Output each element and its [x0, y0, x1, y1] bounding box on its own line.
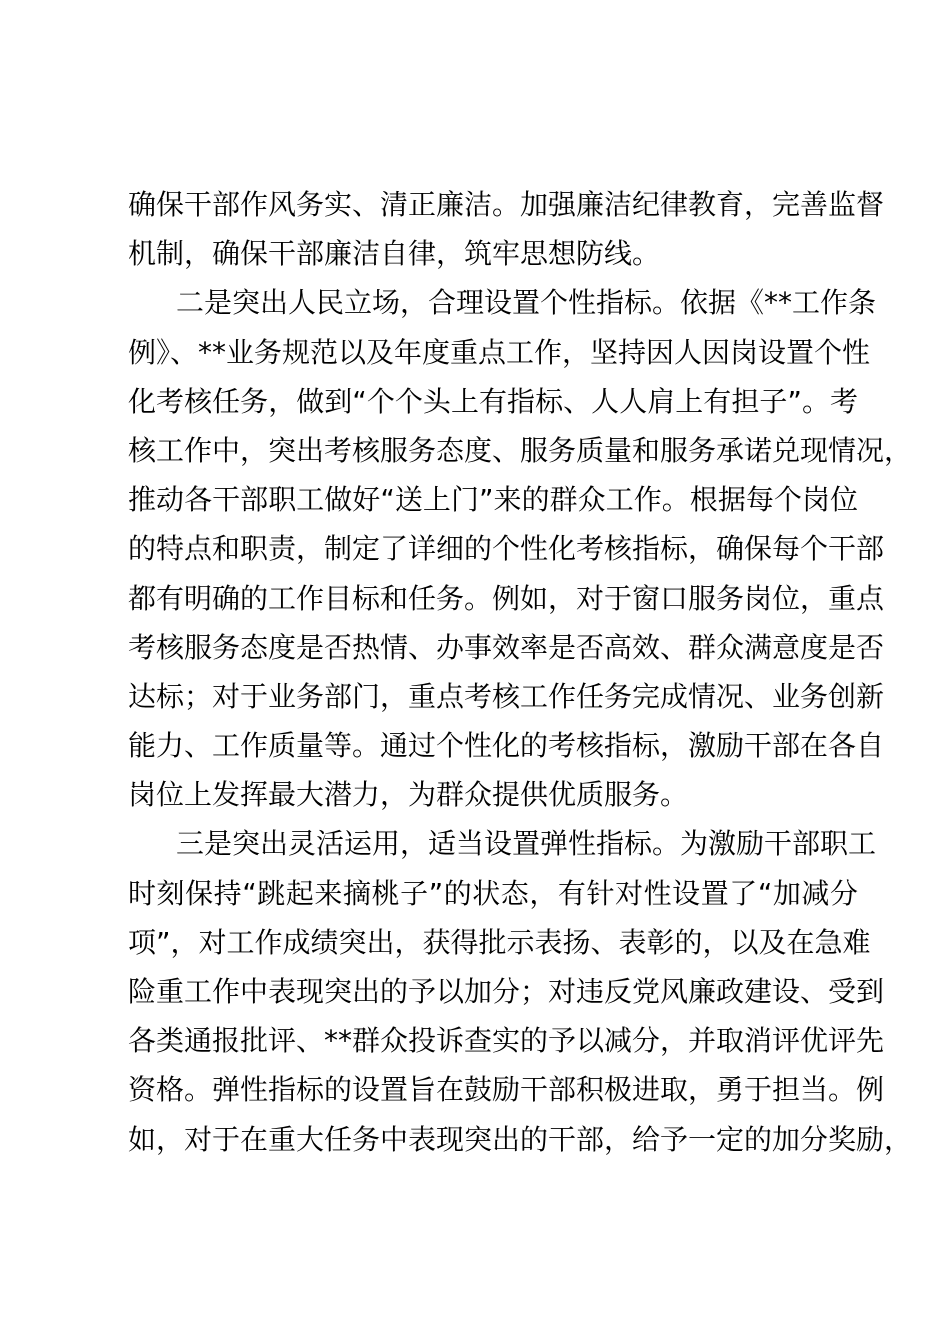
text-line: 例》、**业务规范以及年度重点工作，坚持因人因岗设置个性 — [128, 335, 871, 369]
paragraph-start-line: 二是突出人民立场，合理设置个性指标。依据《**工作条 — [176, 286, 877, 320]
paragraph-start-line: 三是突出灵活运用，适当设置弹性指标。为激励干部职工 — [176, 827, 877, 861]
text-line: 考核服务态度是否热情、办事效率是否高效、群众满意度是否 — [128, 630, 885, 664]
text-line: 如，对于在重大任务中表现突出的干部，给予一定的加分奖励， — [128, 1122, 913, 1156]
text-line: 资格。弹性指标的设置旨在鼓励干部积极进取，勇于担当。例 — [128, 1073, 885, 1107]
text-line: 核工作中，突出考核服务态度、服务质量和服务承诺兑现情况， — [128, 433, 913, 467]
text-line: 时刻保持“跳起来摘桃子”的状态，有针对性设置了“加减分 — [128, 876, 858, 910]
text-line: 确保干部作风务实、清正廉洁。加强廉洁纪律教育，完善监督 — [128, 188, 885, 221]
text-line: 达标；对于业务部门，重点考核工作任务完成情况、业务创新 — [128, 679, 885, 713]
text-line: 的特点和职责，制定了详细的个性化考核指标，确保每个干部 — [128, 532, 885, 566]
text-line: 机制，确保干部廉洁自律，筑牢思想防线。 — [128, 237, 661, 271]
text-line: 岗位上发挥最大潜力，为群众提供优质服务。 — [128, 778, 689, 812]
text-line: 都有明确的工作目标和任务。例如，对于窗口服务岗位，重点 — [128, 581, 885, 615]
text-line: 能力、工作质量等。通过个性化的考核指标，激励干部在各自 — [128, 729, 885, 763]
text-line: 项”，对工作成绩突出，获得批示表扬、表彰的，以及在急难 — [128, 925, 871, 959]
text-line: 化考核任务，做到“个个头上有指标、人人肩上有担子”。考 — [128, 384, 858, 418]
text-line: 各类通报批评、**群众投诉查实的予以减分，并取消评优评先 — [128, 1024, 885, 1058]
text-line: 推动各干部职工做好“送上门”来的群众工作。根据每个岗位 — [128, 483, 858, 517]
text-line: 险重工作中表现突出的予以加分；对违反党风廉政建设、受到 — [128, 975, 885, 1008]
body-text — [128, 180, 913, 1164]
